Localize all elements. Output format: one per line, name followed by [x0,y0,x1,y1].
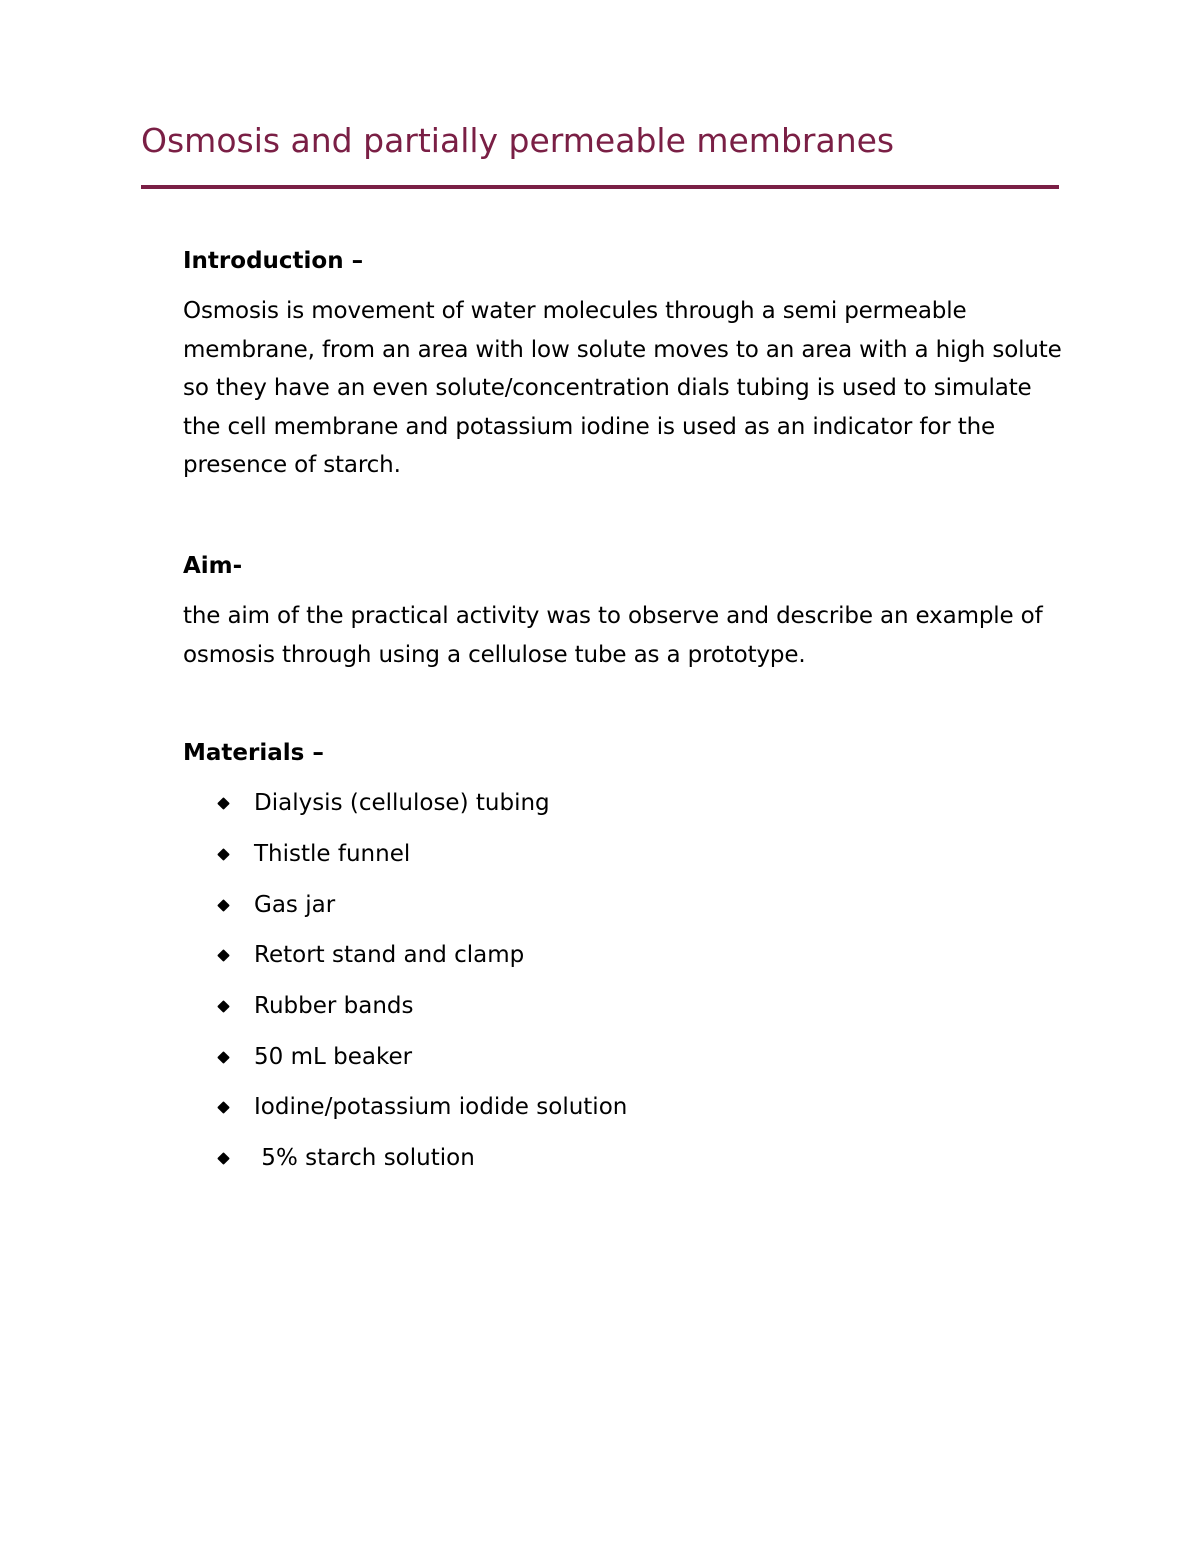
list-item [183,835,1063,873]
material-label: Dialysis (cellulose) tubing [254,790,550,817]
list-item [183,784,1063,822]
material-label: 5% starch solution [254,1144,475,1171]
material-label: Iodine/potassium iodide solution [254,1094,628,1121]
introduction-section [183,242,1063,485]
bullet-icon [217,848,230,861]
bullet-icon [217,1101,230,1114]
materials-heading: Materials – [183,740,324,767]
list-item [183,886,1063,924]
aim-heading: Aim- [183,552,243,579]
bullet-icon [217,949,230,962]
introduction-text: Osmosis is movement of water molecules through a semi permeable membrane, from an area with low solute moves to an area with a high solute so they have an even solute/concentration dials tubing is used to simulate the cell membrane and potassium iodine is used as an indicator for the presence of starch. [183,298,1062,479]
introduction-heading: Introduction – [183,248,364,274]
document-body [183,242,1063,1190]
bullet-icon [217,797,230,810]
material-label: Gas jar [254,891,336,918]
bullet-icon [217,1051,230,1064]
materials-list [183,784,1063,1177]
bullet-icon [217,1152,230,1165]
document-title: Osmosis and partially permeable membranes [141,121,895,160]
material-label: Rubber bands [254,992,414,1019]
materials-section [183,734,1063,1177]
list-item [183,936,1063,974]
bullet-icon [217,899,230,912]
aim-section [183,547,1063,674]
bullet-icon [217,1000,230,1013]
list-item [183,987,1063,1025]
list-item [183,1139,1063,1177]
material-label: Retort stand and clamp [254,942,525,969]
material-label: 50 mL beaker [254,1043,413,1070]
list-item [183,1088,1063,1126]
aim-text: the aim of the practical activity was to observe and describe an example of osmosis through using a cellulose tube as a prototype. [183,602,1043,668]
list-item [183,1038,1063,1076]
title-underline-rule [141,185,1059,189]
material-label: Thistle funnel [254,840,411,867]
